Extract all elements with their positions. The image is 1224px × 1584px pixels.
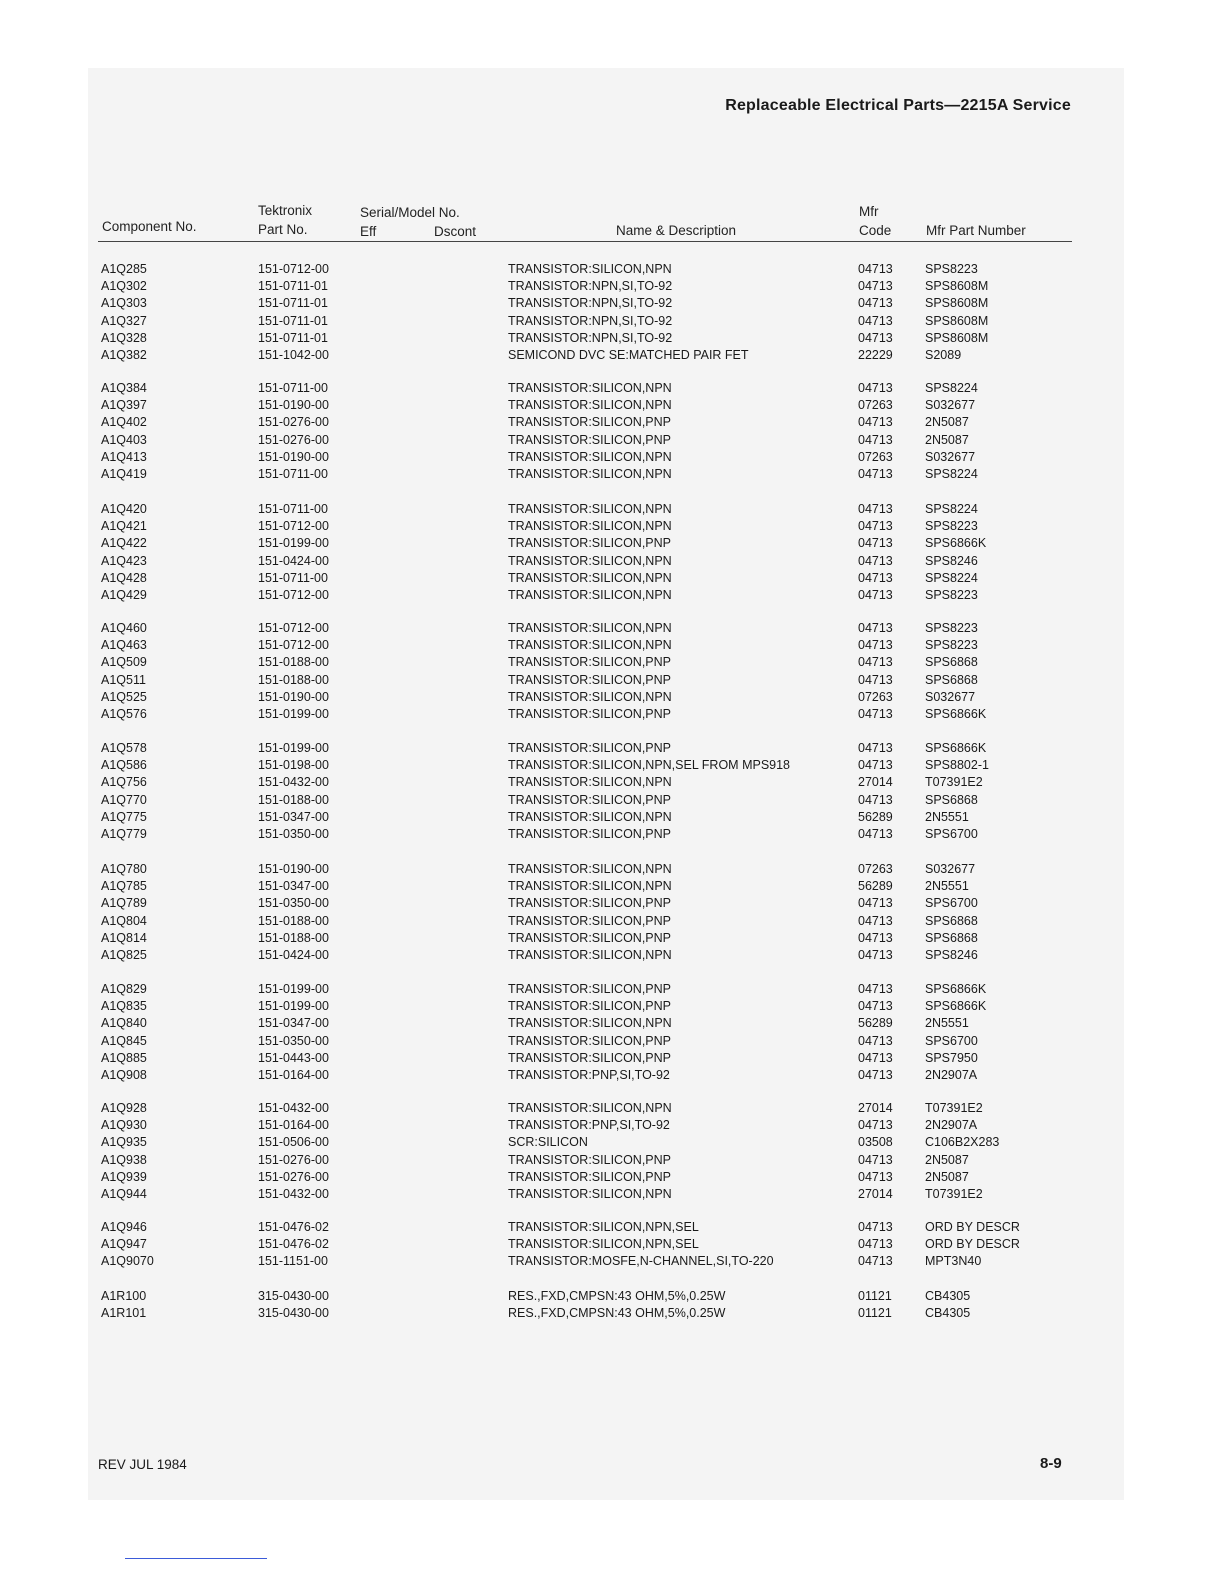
mfr-part-number-cell: ORD BY DESCR	[925, 1237, 1020, 1252]
component-no-cell: A1Q525	[101, 689, 147, 704]
description-cell: TRANSISTOR:SILICON,PNP	[508, 930, 671, 945]
part-no-cell: 151-0476-02	[258, 1237, 329, 1252]
part-no-cell: 151-0347-00	[258, 879, 329, 894]
component-no-cell: A1Q423	[101, 553, 147, 568]
part-no-cell: 151-0190-00	[258, 449, 329, 464]
description-cell: TRANSISTOR:SILICON,PNP	[508, 827, 671, 841]
description-cell: TRANSISTOR:NPN,SI,TO-92	[508, 296, 673, 311]
mfr-code-cell: 04713	[858, 467, 893, 481]
component-no-cell: A1Q835	[101, 999, 147, 1014]
component-no-cell: A1Q384	[101, 381, 147, 395]
col-header-component-no: Component No.	[102, 219, 197, 234]
component-no-cell: A1Q845	[101, 1033, 147, 1048]
description-cell: TRANSISTOR:SILICON,PNP	[508, 432, 671, 447]
part-no-cell: 151-0199-00	[258, 982, 329, 996]
description-cell: TRANSISTOR:SILICON,PNP	[508, 672, 671, 687]
description-cell: TRANSISTOR:SILICON,NPN	[508, 879, 672, 894]
part-no-cell: 151-0712-00	[258, 621, 329, 635]
description-cell: TRANSISTOR:SILICON,PNP	[508, 536, 671, 551]
mfr-part-number-cell: 2N5087	[925, 1152, 969, 1167]
mfr-code-cell: 04713	[858, 1254, 893, 1269]
part-no-cell: 315-0430-00	[258, 1289, 329, 1303]
component-no-cell: A1Q413	[101, 449, 147, 464]
component-no-cell: A1Q814	[101, 930, 147, 945]
component-no-cell: A1Q397	[101, 398, 147, 413]
component-no-cell: A1R101	[101, 1306, 147, 1321]
mfr-part-number-cell: SPS6868	[925, 930, 978, 945]
description-cell: RES.,FXD,CMPSN:43 OHM,5%,0.25W	[508, 1289, 726, 1303]
part-no-cell: 151-0711-01	[258, 330, 328, 345]
part-no-cell: 151-0711-00	[258, 467, 328, 481]
description-cell: TRANSISTOR:SILICON,NPN	[508, 519, 672, 534]
mfr-part-number-cell: 2N5551	[925, 1016, 969, 1031]
component-no-cell: A1Q930	[101, 1118, 147, 1133]
mfr-part-number-cell: SPS8608M	[925, 313, 989, 328]
mfr-code-cell: 04713	[858, 415, 893, 430]
mfr-part-number-cell: SPS8224	[925, 467, 978, 481]
description-cell: TRANSISTOR:SILICON,NPN	[508, 449, 672, 464]
part-no-cell: 151-0350-00	[258, 1033, 329, 1048]
description-cell: TRANSISTOR:SILICON,NPN	[508, 381, 672, 395]
description-cell: TRANSISTOR:SILICON,NPN	[508, 862, 672, 876]
mfr-part-number-cell: SPS8223	[925, 621, 978, 635]
component-no-cell: A1Q509	[101, 655, 147, 670]
description-cell: TRANSISTOR:SILICON,NPN	[508, 1016, 672, 1031]
component-no-cell: A1Q578	[101, 741, 147, 755]
component-no-cell: A1Q779	[101, 827, 147, 841]
mfr-code-cell: 04713	[858, 1068, 893, 1082]
description-cell: TRANSISTOR:SILICON,NPN	[508, 588, 672, 602]
part-no-cell: 151-0188-00	[258, 655, 329, 670]
description-cell: TRANSISTOR:SILICON,NPN,SEL FROM MPS918	[508, 758, 791, 773]
mfr-part-number-cell: S032677	[925, 862, 976, 876]
mfr-part-number-cell: SPS6868	[925, 655, 978, 670]
component-no-cell: A1Q402	[101, 415, 147, 430]
mfr-code-cell: 04713	[858, 896, 893, 911]
mfr-code-cell: 04713	[858, 313, 893, 328]
description-cell: TRANSISTOR:NPN,SI,TO-92	[508, 313, 673, 328]
description-cell: TRANSISTOR:SILICON,PNP	[508, 707, 671, 721]
mfr-part-number-cell: SPS6866K	[925, 707, 987, 721]
col-header-eff: Eff	[360, 224, 377, 239]
col-header-name-description: Name & Description	[616, 223, 737, 238]
bottom-underline	[125, 1558, 267, 1559]
mfr-part-number-cell: S032677	[925, 449, 976, 464]
mfr-part-number-cell: T07391E2	[925, 1101, 983, 1115]
component-no-cell: A1Q939	[101, 1169, 147, 1184]
description-cell: TRANSISTOR:SILICON,NPN	[508, 398, 672, 413]
mfr-code-cell: 04713	[858, 948, 893, 962]
mfr-part-number-cell: SPS6700	[925, 827, 978, 841]
description-cell: TRANSISTOR:PNP,SI,TO-92	[508, 1118, 670, 1133]
component-no-cell: A1Q463	[101, 638, 147, 653]
mfr-code-cell: 04713	[858, 1118, 893, 1133]
part-no-cell: 151-0199-00	[258, 999, 329, 1014]
mfr-code-cell: 04713	[858, 1169, 893, 1184]
col-header-tektronix: Tektronix	[258, 203, 313, 218]
part-no-cell: 151-0424-00	[258, 553, 329, 568]
component-no-cell: A1Q908	[101, 1068, 147, 1082]
part-no-cell: 151-0190-00	[258, 398, 329, 413]
mfr-code-cell: 04713	[858, 982, 893, 996]
component-no-cell: A1Q420	[101, 502, 147, 516]
mfr-part-number-cell: S032677	[925, 689, 976, 704]
mfr-code-cell: 56289	[858, 1016, 893, 1031]
mfr-part-number-cell: SPS8223	[925, 519, 978, 534]
col-header-mfr-part-number: Mfr Part Number	[926, 223, 1026, 238]
component-no-cell: A1Q285	[101, 262, 147, 276]
mfr-code-cell: 01121	[858, 1306, 892, 1321]
mfr-part-number-cell: SPS6866K	[925, 982, 987, 996]
mfr-part-number-cell: SPS6866K	[925, 741, 987, 755]
component-no-cell: A1Q382	[101, 348, 147, 362]
component-no-cell: A1Q328	[101, 330, 147, 345]
part-no-cell: 151-0188-00	[258, 913, 329, 928]
mfr-part-number-cell: SPS8608M	[925, 279, 989, 294]
mfr-code-cell: 04713	[858, 432, 893, 447]
mfr-code-cell: 04713	[858, 330, 893, 345]
mfr-part-number-cell: SPS7950	[925, 1050, 978, 1065]
col-header-dscont: Dscont	[434, 224, 477, 239]
mfr-code-cell: 04713	[858, 638, 893, 653]
mfr-part-number-cell: ORD BY DESCR	[925, 1220, 1020, 1234]
description-cell: TRANSISTOR:SILICON,PNP	[508, 999, 671, 1014]
description-cell: RES.,FXD,CMPSN:43 OHM,5%,0.25W	[508, 1306, 726, 1321]
mfr-code-cell: 56289	[858, 879, 893, 894]
description-cell: TRANSISTOR:MOSFE,N-CHANNEL,SI,TO-220	[508, 1254, 774, 1269]
mfr-code-cell: 04713	[858, 621, 893, 635]
description-cell: TRANSISTOR:SILICON,NPN	[508, 689, 672, 704]
mfr-part-number-cell: SPS6866K	[925, 536, 987, 551]
part-no-cell: 151-0711-00	[258, 381, 328, 395]
component-no-cell: A1Q780	[101, 862, 147, 876]
mfr-code-cell: 03508	[858, 1135, 893, 1150]
part-no-cell: 151-0164-00	[258, 1118, 329, 1133]
revision-date: REV JUL 1984	[98, 1457, 187, 1472]
part-no-cell: 151-0443-00	[258, 1050, 329, 1065]
component-no-cell: A1Q421	[101, 519, 147, 534]
mfr-code-cell: 04713	[858, 502, 893, 516]
part-no-cell: 151-0432-00	[258, 775, 329, 790]
part-no-cell: 151-0432-00	[258, 1187, 329, 1201]
component-no-cell: A1Q403	[101, 432, 147, 447]
part-no-cell: 151-1042-00	[258, 348, 329, 362]
description-cell: TRANSISTOR:NPN,SI,TO-92	[508, 330, 673, 345]
part-no-cell: 151-0432-00	[258, 1101, 329, 1115]
mfr-part-number-cell: 2N5087	[925, 415, 969, 430]
mfr-code-cell: 04713	[858, 1220, 893, 1234]
part-no-cell: 151-0506-00	[258, 1135, 329, 1150]
part-no-cell: 151-0476-02	[258, 1220, 329, 1234]
page-header-title: Replaceable Electrical Parts—2215A Service	[725, 97, 1071, 114]
mfr-code-cell: 22229	[858, 348, 893, 362]
mfr-code-cell: 04713	[858, 536, 893, 551]
mfr-code-cell: 07263	[858, 398, 893, 413]
part-no-cell: 151-0711-01	[258, 279, 328, 294]
part-no-cell: 151-0276-00	[258, 1152, 329, 1167]
mfr-code-cell: 04713	[858, 827, 893, 841]
description-cell: TRANSISTOR:NPN,SI,TO-92	[508, 279, 673, 294]
part-no-cell: 151-0711-01	[258, 313, 328, 328]
mfr-code-cell: 07263	[858, 862, 893, 876]
component-no-cell: A1Q928	[101, 1101, 147, 1115]
mfr-part-number-cell: T07391E2	[925, 775, 983, 790]
mfr-part-number-cell: SPS6868	[925, 672, 978, 687]
part-no-cell: 151-0350-00	[258, 896, 329, 911]
component-no-cell: A1Q885	[101, 1050, 147, 1065]
mfr-part-number-cell: SPS8224	[925, 570, 978, 585]
component-no-cell: A1Q947	[101, 1237, 147, 1252]
description-cell: TRANSISTOR:SILICON,PNP	[508, 1152, 671, 1167]
mfr-part-number-cell: 2N5087	[925, 1169, 969, 1184]
part-no-cell: 151-0711-01	[258, 296, 328, 311]
component-no-cell: A1Q327	[101, 313, 147, 328]
part-no-cell: 151-0190-00	[258, 862, 329, 876]
col-header-mfr: Mfr	[859, 204, 879, 219]
description-cell: TRANSISTOR:SILICON,NPN	[508, 1101, 672, 1115]
mfr-code-cell: 27014	[858, 1187, 893, 1201]
mfr-part-number-cell: SPS8246	[925, 553, 978, 568]
description-cell: TRANSISTOR:SILICON,NPN	[508, 948, 672, 962]
mfr-part-number-cell: SPS8223	[925, 638, 978, 653]
part-no-cell: 151-0188-00	[258, 930, 329, 945]
mfr-code-cell: 04713	[858, 381, 893, 395]
description-cell: TRANSISTOR:SILICON,PNP	[508, 1033, 671, 1048]
mfr-part-number-cell: SPS6866K	[925, 999, 987, 1014]
component-no-cell: A1Q586	[101, 758, 147, 773]
page-number: 8-9	[1040, 1455, 1062, 1472]
mfr-code-cell: 04713	[858, 741, 893, 755]
col-header-part-no: Part No.	[258, 222, 308, 237]
description-cell: TRANSISTOR:PNP,SI,TO-92	[508, 1068, 670, 1082]
part-no-cell: 151-0199-00	[258, 741, 329, 755]
component-no-cell: A1Q576	[101, 707, 147, 721]
mfr-part-number-cell: 2N5551	[925, 809, 969, 824]
component-no-cell: A1Q946	[101, 1220, 147, 1234]
mfr-code-cell: 04713	[858, 262, 893, 276]
mfr-code-cell: 04713	[858, 930, 893, 945]
part-no-cell: 151-0188-00	[258, 792, 329, 807]
mfr-code-cell: 04713	[858, 553, 893, 568]
description-cell: TRANSISTOR:SILICON,NPN,SEL	[508, 1220, 699, 1234]
mfr-part-number-cell: 2N5551	[925, 879, 969, 894]
mfr-part-number-cell: CB4305	[925, 1306, 971, 1321]
mfr-part-number-cell: SPS6700	[925, 896, 978, 911]
part-no-cell: 151-0347-00	[258, 809, 329, 824]
component-no-cell: A1Q460	[101, 621, 147, 635]
component-no-cell: A1Q511	[101, 672, 146, 687]
part-no-cell: 151-0199-00	[258, 536, 329, 551]
part-no-cell: 151-0711-00	[258, 502, 328, 516]
part-no-cell: 151-0190-00	[258, 689, 329, 704]
description-cell: TRANSISTOR:SILICON,NPN	[508, 467, 672, 481]
part-no-cell: 151-0276-00	[258, 415, 329, 430]
component-no-cell: A1Q775	[101, 809, 147, 824]
description-cell: TRANSISTOR:SILICON,PNP	[508, 1169, 671, 1184]
mfr-code-cell: 04713	[858, 1050, 893, 1065]
mfr-part-number-cell: SPS8223	[925, 262, 978, 276]
part-no-cell: 151-0350-00	[258, 827, 329, 841]
description-cell: TRANSISTOR:SILICON,NPN	[508, 638, 672, 653]
component-no-cell: A1Q840	[101, 1016, 147, 1031]
description-cell: TRANSISTOR:SILICON,PNP	[508, 792, 671, 807]
mfr-code-cell: 04713	[858, 672, 893, 687]
mfr-code-cell: 07263	[858, 449, 893, 464]
mfr-part-number-cell: 2N2907A	[925, 1118, 978, 1133]
description-cell: SCR:SILICON	[508, 1135, 588, 1150]
part-no-cell: 151-0712-00	[258, 638, 329, 653]
col-header-code: Code	[859, 223, 892, 238]
component-no-cell: A1Q944	[101, 1187, 147, 1201]
mfr-part-number-cell: SPS8224	[925, 502, 978, 516]
component-no-cell: A1Q302	[101, 279, 147, 294]
mfr-part-number-cell: 2N5087	[925, 432, 969, 447]
component-no-cell: A1Q756	[101, 775, 147, 790]
component-no-cell: A1Q829	[101, 982, 147, 996]
mfr-part-number-cell: SPS6868	[925, 792, 978, 807]
mfr-part-number-cell: S032677	[925, 398, 976, 413]
mfr-code-cell: 04713	[858, 519, 893, 534]
mfr-code-cell: 04713	[858, 296, 893, 311]
mfr-part-number-cell: SPS8246	[925, 948, 978, 962]
description-cell: TRANSISTOR:SILICON,NPN	[508, 809, 672, 824]
description-cell: TRANSISTOR:SILICON,NPN	[508, 553, 672, 568]
component-no-cell: A1Q935	[101, 1135, 147, 1150]
mfr-part-number-cell: SPS8608M	[925, 330, 989, 345]
description-cell: TRANSISTOR:SILICON,PNP	[508, 1050, 671, 1065]
part-no-cell: 151-0198-00	[258, 758, 329, 773]
mfr-code-cell: 04713	[858, 1152, 893, 1167]
description-cell: SEMICOND DVC SE:MATCHED PAIR FET	[508, 348, 749, 362]
description-cell: TRANSISTOR:SILICON,PNP	[508, 741, 671, 755]
description-cell: TRANSISTOR:SILICON,NPN	[508, 621, 672, 635]
component-no-cell: A1Q789	[101, 896, 147, 911]
component-no-cell: A1Q9070	[101, 1254, 154, 1269]
mfr-code-cell: 04713	[858, 758, 893, 773]
mfr-code-cell: 04713	[858, 1033, 893, 1048]
description-cell: TRANSISTOR:SILICON,PNP	[508, 415, 671, 430]
description-cell: TRANSISTOR:SILICON,NPN	[508, 570, 672, 585]
component-no-cell: A1Q770	[101, 792, 147, 807]
component-no-cell: A1Q825	[101, 948, 147, 962]
part-no-cell: 151-0276-00	[258, 1169, 329, 1184]
col-header-serial-model: Serial/Model No.	[360, 205, 460, 220]
mfr-part-number-cell: SPS6700	[925, 1033, 978, 1048]
mfr-part-number-cell: C106B2X283	[925, 1135, 1000, 1150]
mfr-code-cell: 07263	[858, 689, 893, 704]
part-no-cell: 151-0711-00	[258, 570, 328, 585]
description-cell: TRANSISTOR:SILICON,NPN	[508, 775, 672, 790]
mfr-part-number-cell: CB4305	[925, 1289, 971, 1303]
part-no-cell: 151-1151-00	[258, 1254, 328, 1269]
mfr-code-cell: 04713	[858, 655, 893, 670]
component-no-cell: A1R100	[101, 1289, 147, 1303]
mfr-code-cell: 04713	[858, 792, 893, 807]
description-cell: TRANSISTOR:SILICON,NPN	[508, 502, 672, 516]
component-no-cell: A1Q428	[101, 570, 147, 585]
mfr-part-number-cell: SPS6868	[925, 913, 978, 928]
mfr-part-number-cell: T07391E2	[925, 1187, 983, 1201]
component-no-cell: A1Q804	[101, 913, 147, 928]
mfr-code-cell: 27014	[858, 1101, 893, 1115]
part-no-cell: 151-0199-00	[258, 707, 329, 721]
part-no-cell: 151-0712-00	[258, 588, 329, 602]
part-no-cell: 315-0430-00	[258, 1306, 329, 1321]
description-cell: TRANSISTOR:SILICON,NPN	[508, 262, 672, 276]
part-no-cell: 151-0712-00	[258, 519, 329, 534]
description-cell: TRANSISTOR:SILICON,PNP	[508, 896, 671, 911]
mfr-code-cell: 04713	[858, 1237, 893, 1252]
mfr-code-cell: 04713	[858, 913, 893, 928]
mfr-part-number-cell: SPS8608M	[925, 296, 989, 311]
description-cell: TRANSISTOR:SILICON,PNP	[508, 982, 671, 996]
component-no-cell: A1Q938	[101, 1152, 147, 1167]
mfr-code-cell: 04713	[858, 707, 893, 721]
mfr-code-cell: 01121	[858, 1289, 892, 1303]
component-no-cell: A1Q303	[101, 296, 147, 311]
mfr-code-cell: 04713	[858, 279, 893, 294]
component-no-cell: A1Q785	[101, 879, 147, 894]
component-no-cell: A1Q422	[101, 536, 147, 551]
description-cell: TRANSISTOR:SILICON,NPN	[508, 1187, 672, 1201]
mfr-code-cell: 04713	[858, 588, 893, 602]
mfr-part-number-cell: MPT3N40	[925, 1254, 982, 1269]
part-no-cell: 151-0347-00	[258, 1016, 329, 1031]
mfr-code-cell: 27014	[858, 775, 893, 790]
description-cell: TRANSISTOR:SILICON,NPN,SEL	[508, 1237, 699, 1252]
mfr-part-number-cell: SPS8224	[925, 381, 978, 395]
mfr-part-number-cell: S2089	[925, 348, 962, 362]
description-cell: TRANSISTOR:SILICON,PNP	[508, 655, 671, 670]
description-cell: TRANSISTOR:SILICON,PNP	[508, 913, 671, 928]
part-no-cell: 151-0712-00	[258, 262, 329, 276]
mfr-part-number-cell: 2N2907A	[925, 1068, 978, 1082]
part-no-cell: 151-0276-00	[258, 432, 329, 447]
mfr-code-cell: 04713	[858, 570, 893, 585]
part-no-cell: 151-0164-00	[258, 1068, 329, 1082]
part-no-cell: 151-0424-00	[258, 948, 329, 962]
component-no-cell: A1Q429	[101, 588, 147, 602]
part-no-cell: 151-0188-00	[258, 672, 329, 687]
component-no-cell: A1Q419	[101, 467, 147, 481]
mfr-code-cell: 56289	[858, 809, 893, 824]
mfr-part-number-cell: SPS8223	[925, 588, 978, 602]
mfr-part-number-cell: SPS8802-1	[925, 758, 989, 773]
mfr-code-cell: 04713	[858, 999, 893, 1014]
